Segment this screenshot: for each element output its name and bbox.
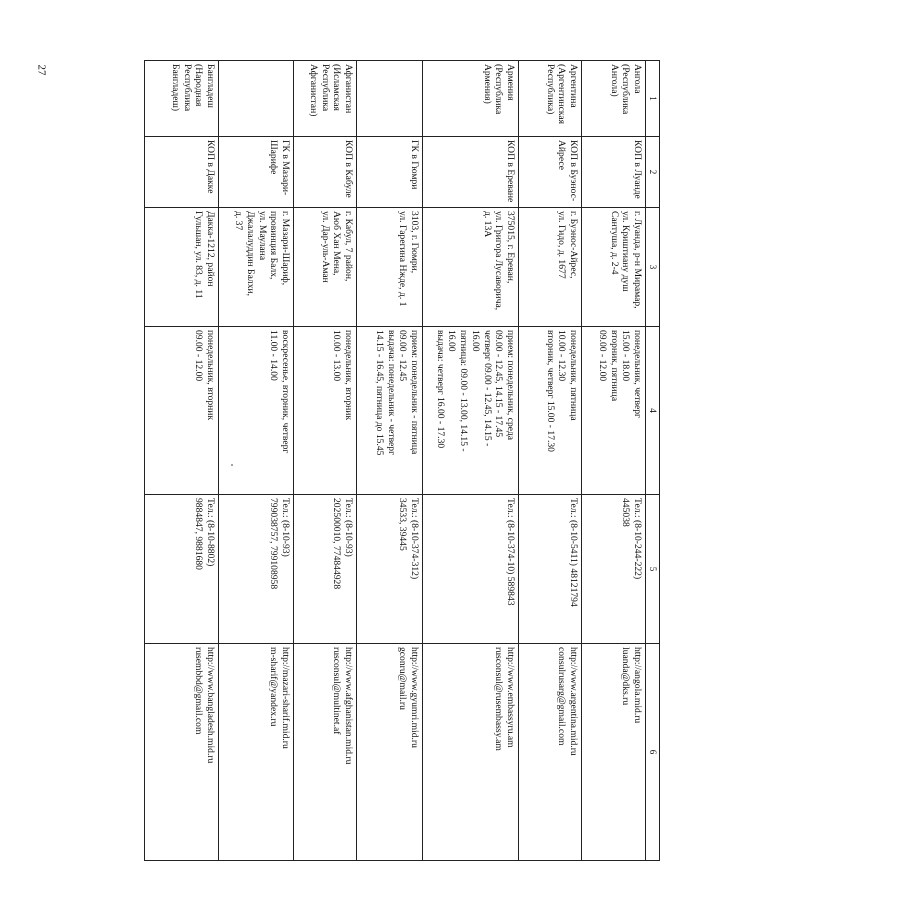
country-cell-line: (Аргентинская (556, 64, 568, 125)
country-cell (145, 61, 219, 137)
phone-cell-line: Тел.: (8-10-374-10) 589843 (505, 498, 516, 606)
phone-cell-line: Тел.: (8-10-244-222) (632, 498, 643, 580)
office-cell-line: КОП в Кабуле (343, 140, 354, 198)
hours-cell (145, 327, 219, 495)
country-cell (294, 61, 357, 137)
country-cell-line: Бангладеш) (169, 64, 181, 112)
hours-cell-line: 09.00 - 12.00 (193, 330, 205, 382)
address-cell-line: ул. Гидо, д. 1677 (556, 211, 568, 279)
phone-cell-line: 9884847, 9881680 (193, 498, 205, 570)
hours-cell-line: 10.00 - 12.30 (556, 330, 568, 382)
address-cell (219, 208, 294, 327)
hours-cell (219, 327, 294, 495)
hours-cell-line: понедельник, вторник (343, 330, 354, 421)
country-cell-line: Армения (505, 64, 516, 101)
table-row (294, 61, 357, 861)
address-cell-line: Дакка-1212, район (205, 211, 216, 287)
header-cell-2: 2 (646, 137, 660, 208)
phone-cell-line: 799038757, 799108958 (268, 498, 280, 590)
country-cell-line: Ангола (632, 64, 643, 94)
table-row (145, 61, 219, 861)
country-cell-line: (Республика (493, 64, 505, 115)
country-cell-line: (Исламская (331, 64, 343, 111)
address-cell-line: ул. Маулана (256, 211, 268, 261)
hours-cell-line: 15.00 - 18.00 (620, 330, 632, 382)
country-cell (582, 61, 646, 137)
hours-cell-line: понедельник, вторник (205, 330, 216, 421)
office-cell-line: КОП в Дакке (205, 140, 216, 194)
hours-cell-line: 14.15 - 16.45, пятница до 15.45 (373, 330, 385, 456)
country-cell-line: Бангладеш (205, 64, 216, 108)
contacts-cell-line: rusconsul@multinet.af (331, 647, 343, 735)
phone-cell-line: 445038 (620, 498, 632, 527)
rotated-table (100, 60, 660, 860)
contacts-cell-line: m-sharif@yandex.ru (268, 647, 280, 727)
hours-cell-line: пятница: 09.00 - 13.00, 14.15 - (458, 330, 470, 452)
hours-cell-line: понедельник, пятница (568, 330, 579, 421)
phone-cell-line: Тел.: (8-10-93) (343, 498, 354, 557)
hours-cell-line: вторник, пятница (608, 330, 620, 402)
phone-cell (294, 495, 357, 644)
address-cell-line: Джалалуддин Балхи, (244, 211, 256, 297)
hours-cell (357, 327, 423, 495)
contacts-cell-line: rusembbd@gmail.com (193, 647, 205, 735)
country-cell-line: (Народная (193, 64, 205, 107)
office-cell-line: КОП в Луанде (632, 140, 643, 199)
country-cell-line: Афганистан (343, 64, 354, 114)
phone-cell-line: Тел.: (8-10-93) (280, 498, 291, 557)
office-cell (582, 137, 646, 208)
table-row (582, 61, 646, 861)
hours-cell-line: выдача: понедельник - четверг (385, 330, 397, 456)
address-cell-line: провинция Балх, (268, 211, 280, 280)
page-number: 27 (35, 64, 48, 76)
phone-cell (357, 495, 423, 644)
hours-cell (423, 327, 519, 495)
contacts-cell-line: luanda@dks.ru (620, 647, 632, 706)
contacts-cell (294, 644, 357, 861)
hours-cell-line: прием: понедельник, среда (505, 330, 516, 441)
phone-cell (423, 495, 519, 644)
office-cell (357, 137, 423, 208)
hours-cell (294, 327, 357, 495)
phone-cell-line: 34533, 39445 (397, 498, 409, 551)
address-cell-line: Гульшан, ул. 83, д. 11 (193, 211, 205, 299)
address-cell (423, 208, 519, 327)
contacts-cell-line: http://www.embassyru.am (505, 647, 516, 748)
contacts-cell-line: http://www.bangladesh.mid.ru (205, 647, 216, 764)
country-cell-line: Республика) (544, 64, 556, 115)
address-cell-line: Аюб Хан Мена, (331, 211, 343, 276)
country-cell (219, 61, 294, 137)
address-cell-line: г. Буэнос-Айрес, (568, 211, 579, 279)
contacts-cell-line: rusconsul@rusembassy.am (493, 647, 505, 751)
table-row (423, 61, 519, 861)
address-cell-line: ул. Криштиану душ (620, 211, 632, 292)
table-row (357, 61, 423, 861)
hours-cell-line: прием: понедельник - пятница (409, 330, 420, 455)
office-cell-line: ГК в Мазари- (280, 140, 291, 196)
phone-cell (219, 495, 294, 644)
address-cell (357, 208, 423, 327)
contacts-cell (582, 644, 646, 861)
contacts-cell (357, 644, 423, 861)
office-cell (145, 137, 219, 208)
address-cell-line: 3103, г. Гюмри, (409, 211, 420, 274)
consular-offices-table (144, 60, 660, 861)
address-cell-line: д. 13А (481, 211, 493, 238)
country-cell (357, 61, 423, 137)
address-cell-line: ул. Гарегина Нжде, д. 1 (397, 211, 409, 307)
address-cell-line: ул. Григора Лусаворича, (493, 211, 505, 311)
office-cell (423, 137, 519, 208)
address-cell-line: ул. Дар-уль-Аман (319, 211, 331, 283)
hours-cell-line: 09.00 - 12.00 (596, 330, 608, 382)
header-cell-4: 4 (646, 327, 660, 495)
office-cell-line: КОП в Ереване (505, 140, 516, 203)
header-cell-5: 5 (646, 495, 660, 644)
hours-cell-line: 16.00 (446, 330, 458, 352)
hours-cell-line: 09.00 - 12.45 (397, 330, 409, 382)
phone-cell-line: Тел.: (8-10-5411) 48121794 (568, 498, 579, 607)
country-cell-line: Республика (319, 64, 331, 112)
address-cell-line: г. Мазари-Шариф, (280, 211, 291, 286)
address-cell (145, 208, 219, 327)
office-cell (219, 137, 294, 208)
table-row (219, 61, 294, 861)
hours-cell-line: воскресенье, вторник, четверг (280, 330, 291, 454)
hours-cell-line: 16.00 (469, 330, 481, 352)
office-cell-line: Айресе (556, 140, 568, 170)
contacts-cell-line: http://www.argentina.mid.ru (568, 647, 579, 756)
contacts-cell (219, 644, 294, 861)
office-cell (519, 137, 582, 208)
country-cell-line: Ангола) (608, 64, 620, 97)
header-cell-1: 1 (646, 61, 660, 137)
country-cell-line: (Республика (620, 64, 632, 115)
table-container (100, 60, 900, 765)
address-cell (519, 208, 582, 327)
address-cell-line: д. 37 (233, 211, 245, 231)
address-cell-line: 375015, г. Ереван, (505, 211, 516, 284)
office-cell-line: КОП в Буэнос- (568, 140, 579, 202)
hours-cell (582, 327, 646, 495)
table-row (519, 61, 582, 861)
address-cell-line: г. Луанда, р-н Мирамар, (632, 211, 643, 309)
office-cell (294, 137, 357, 208)
contacts-cell-line: http://www.afghanistan.mid.ru (343, 647, 354, 765)
contacts-cell (423, 644, 519, 861)
contacts-cell-line: http://mazari-sharif.mid.ru (280, 647, 291, 749)
phone-cell (519, 495, 582, 644)
hours-cell-line: вторник, четверг 15.00 - 17.30 (544, 330, 556, 452)
phone-cell (582, 495, 646, 644)
contacts-cell-line: consulrusarg@gmail.com (556, 647, 568, 746)
hours-cell-line: четверг 09.00 - 12.45, 14.15 - (481, 330, 493, 447)
country-cell-line: Афганистан) (307, 64, 319, 117)
hours-cell-line: понедельник, четверг (632, 330, 643, 418)
office-cell-line: ГК в Гюмри (409, 140, 420, 190)
contacts-cell-line: http://angola.mid.ru (632, 647, 643, 724)
hours-cell-line: выдача: четверг 16.00 - 17.30 (434, 330, 446, 449)
contacts-cell (145, 644, 219, 861)
hours-cell (519, 327, 582, 495)
table-body (145, 61, 660, 861)
contacts-cell-line: http://www.gyumri.mid.ru (409, 647, 420, 748)
phone-cell (145, 495, 219, 644)
phone-cell-line: Тел.: (8-10-374-312) (409, 498, 420, 580)
phone-cell-line: 202500010, 774844928 (331, 498, 343, 590)
header-cell-6: 6 (646, 644, 660, 861)
country-cell (519, 61, 582, 137)
country-cell-line: Республика (181, 64, 193, 112)
hours-cell-line: 11.00 - 14.00 (268, 330, 280, 381)
address-cell (582, 208, 646, 327)
phone-cell-line: Тел.: (8-10-8802) (205, 498, 216, 567)
address-cell-line: Сантуша, д. 2-4 (608, 211, 620, 275)
address-cell (294, 208, 357, 327)
header-row (646, 61, 660, 861)
hours-cell-line: 09.00 - 12.45, 14.15 - 17.45 (493, 330, 505, 438)
contacts-cell (519, 644, 582, 861)
address-cell-line: г. Кабул, 7 район, (343, 211, 354, 282)
office-cell-line: Шарифе (268, 140, 280, 175)
country-cell (423, 61, 519, 137)
country-cell-line: Армения) (481, 64, 493, 104)
header-cell-3: 3 (646, 208, 660, 327)
contacts-cell-line: gconru@mail.ru (397, 647, 409, 710)
country-cell-line: Аргентина (568, 64, 579, 108)
hours-cell-line: 10.00 - 13.00 (331, 330, 343, 382)
